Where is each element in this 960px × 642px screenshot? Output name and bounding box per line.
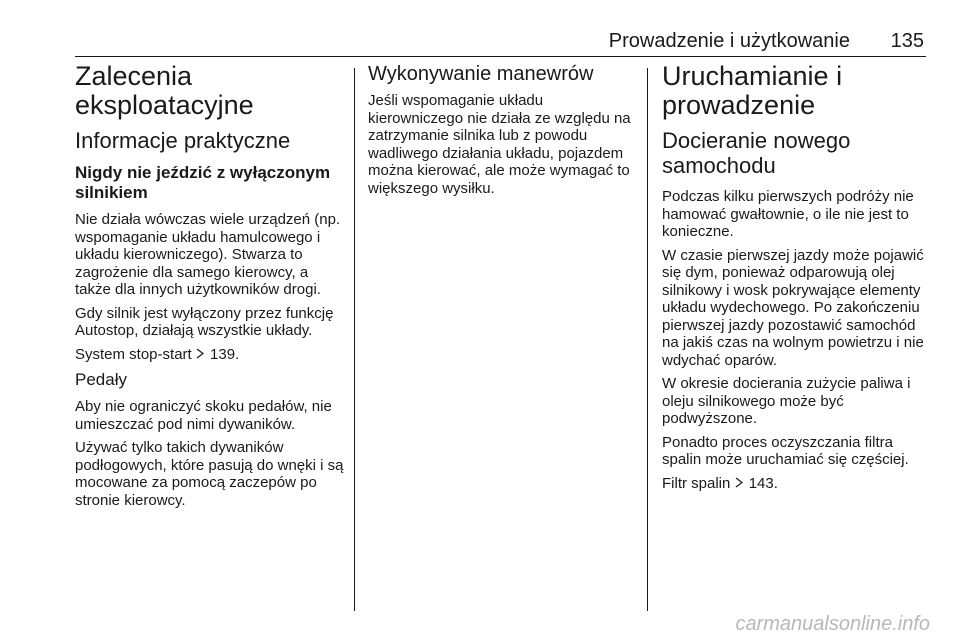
- paragraph-running-in-2: W czasie pierwszej jazdy może pojawić się dym, ponieważ odparowują olej silnikowy i wosk pokrywające elementy układu wydechowego. Po zakończeniu pierwszej jazdy pozostawić samochód na jakiś czas na wolnym powietrzu i nie wdychać oparów.: [662, 246, 924, 369]
- section-title-recommendations: Zalecenia eksploatacyjne: [75, 61, 254, 120]
- cross-reference-arrow-icon: [735, 476, 745, 494]
- heading-manoeuvring: Wykonywanie manewrów: [368, 63, 594, 85]
- column-right: [662, 62, 928, 499]
- cross-reference-stop-start[interactable]: [75, 346, 345, 365]
- subsection-title-practical-info: Informacje praktyczne: [75, 128, 291, 153]
- paragraph-pedals-1: Aby nie ograniczyć skoku pedałów, nie umieszczać pod nimi dywaników.: [75, 398, 332, 433]
- column-left: [75, 62, 345, 515]
- heading-pedals: Pedały: [75, 370, 127, 389]
- cross-reference-arrow-icon: [196, 347, 206, 365]
- paragraph-running-in-1: Podczas kilku pierwszych podróży nie hamować gwałtownie, o ile nie jest to konieczne.: [662, 188, 914, 240]
- subsection-title-running-in: Docieranie nowego samochodu: [662, 128, 851, 178]
- section-title-starting-driving: Uruchamianie i prowadzenie: [662, 61, 843, 120]
- cross-reference-exhaust-filter[interactable]: [662, 475, 928, 494]
- paragraph-running-in-3: W okresie docierania zużycie paliwa i oleju silnikowego może być podwyższone.: [662, 375, 911, 427]
- paragraph-running-in-4: Ponadto proces oczyszczania filtra spalin może uruchamiać się częściej.: [662, 433, 909, 468]
- column-middle: [368, 62, 634, 203]
- header-rule: [75, 56, 926, 57]
- cross-reference-page: 143.: [748, 474, 778, 492]
- paragraph-autostop: Gdy silnik jest wyłączony przez funkcję Autostop, działają wszystkie układy.: [75, 304, 334, 339]
- cross-reference-label: Filtr spalin: [662, 474, 731, 492]
- paragraph-pedals-2: Używać tylko takich dywaników podłogowych, które pasują do wnęki i są mocowane za pomocą zaczepów po stronie kierowcy.: [75, 439, 344, 509]
- cross-reference-label: System stop-start: [75, 345, 192, 363]
- column-divider-right: [647, 68, 648, 611]
- watermark-text: carmanualsonline.info: [735, 613, 930, 635]
- page-number: 135: [890, 30, 924, 52]
- header-title: Prowadzenie i użytkowanie: [608, 30, 850, 52]
- heading-engine-off: Nigdy nie jeździć z wyłączonym silnikiem: [75, 163, 331, 202]
- column-divider-left: [354, 68, 355, 611]
- cross-reference-page: 139.: [210, 345, 240, 363]
- paragraph-engine-off: Nie działa wówczas wiele urządzeń (np. wspomaganie układu hamulcowego i układu kierowniczego). Stwarza to zagrożenie dla samego kierowcy, a także dla innych użytkowników drogi.: [75, 211, 341, 298]
- paragraph-manoeuvring: Jeśli wspomaganie układu kierowniczego nie działa ze względu na zatrzymanie silnika lub z powodu wadliwego działania układu, pojazdem można kierować, ale może wymagać to większego wysiłku.: [368, 92, 631, 197]
- page-header: [0, 26, 960, 56]
